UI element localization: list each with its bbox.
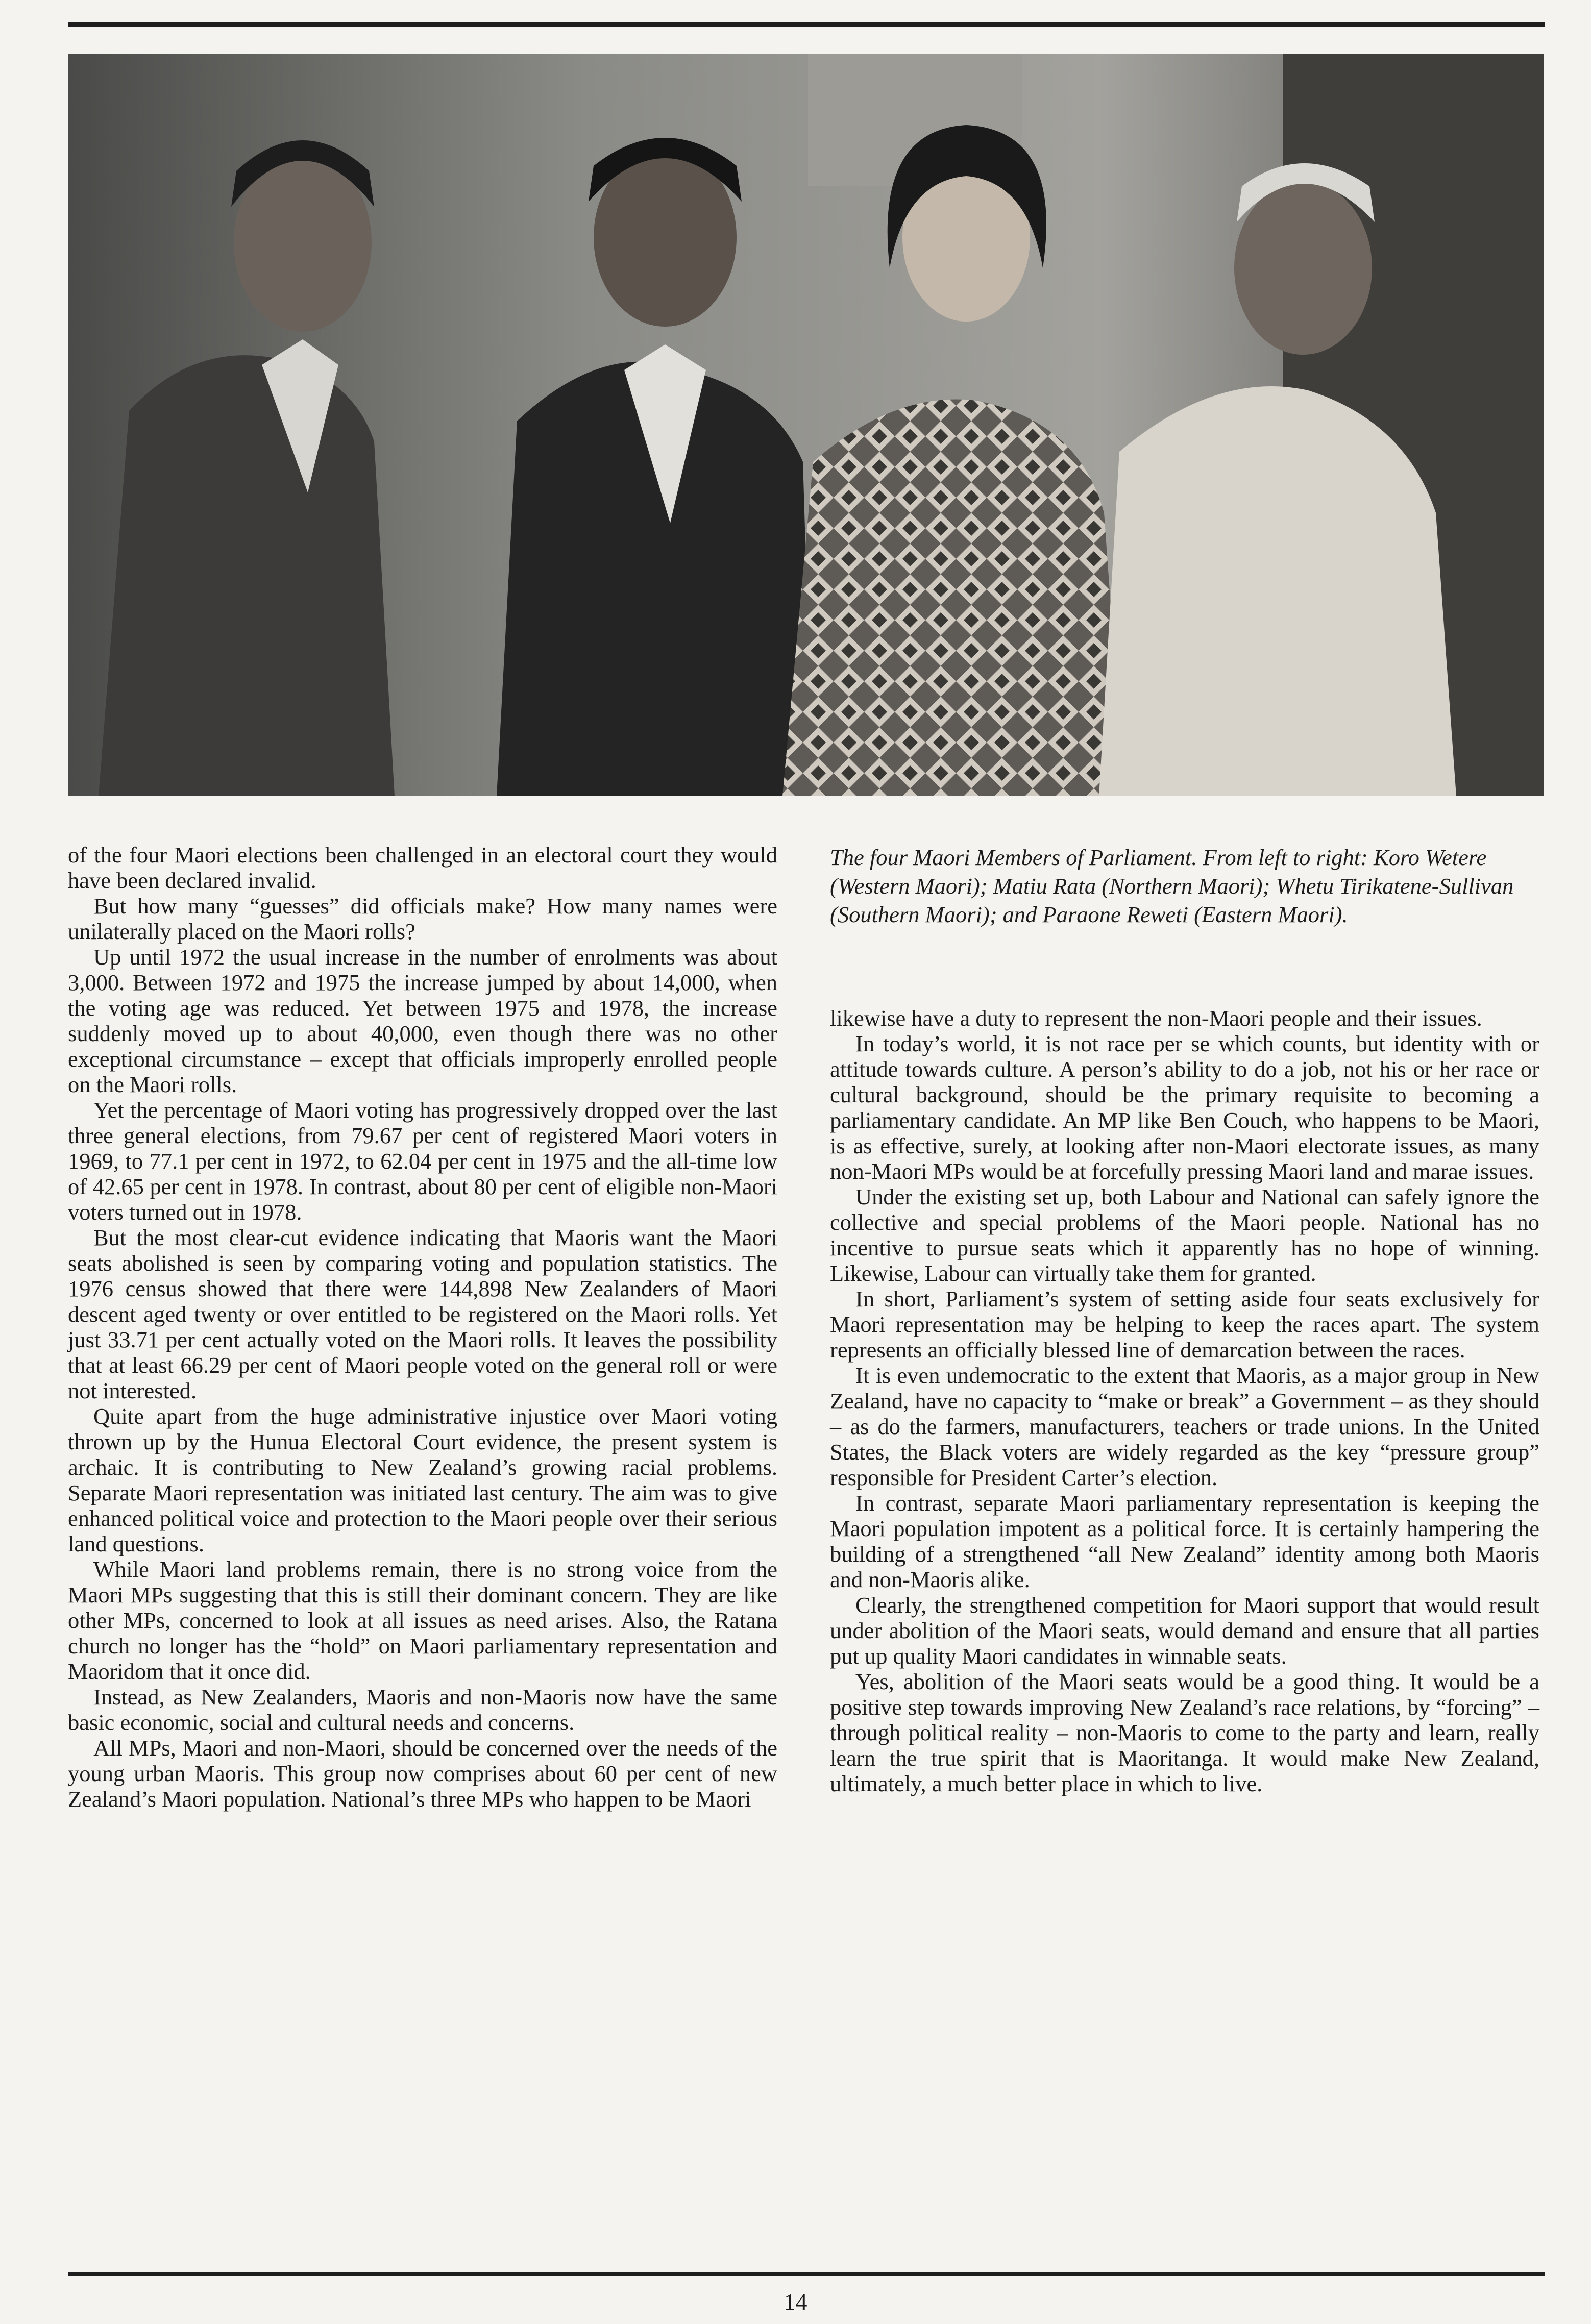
paragraph: Clearly, the strengthened competition for Maori support that would result under abolition of the Maori seats, would demand and ensure that all parties put up quality Maori candidates in winnable seats. bbox=[830, 1592, 1539, 1669]
paragraph: In short, Parliament’s system of setting aside four seats exclusively for Maori representation may be helping to keep the races apart. The system represents an officially blessed line of demarcation between the races. bbox=[830, 1286, 1539, 1363]
paragraph: All MPs, Maori and non-Maori, should be concerned over the needs of the young urban Maoris. This group now comprises about 60 per cent of new Zealand’s Maori population. National’s three MPs who happen to be Maori bbox=[68, 1735, 777, 1812]
paragraph: Under the existing set up, both Labour and National can safely ignore the collective and special problems of the Maori people. National has no incentive to pursue seats which it apparently has no hope of winning. Likewise, Labour can virtually take them for granted. bbox=[830, 1184, 1539, 1286]
paragraph: It is even undemocratic to the extent that Maoris, as a major group in New Zealand, have no capacity to “make or break” a Government – as they should – as do the farmers, manufacturers, teachers or trade unions. In the United States, the Black voters are widely regarded as the key “pressure group” responsible for President Carter’s election. bbox=[830, 1363, 1539, 1490]
paragraph: of the four Maori elections been challenged in an electoral court they would have been declared invalid. bbox=[68, 842, 777, 893]
page-number: 14 bbox=[784, 2289, 807, 2315]
paragraph: Yet the percentage of Maori voting has progressively dropped over the last three general elections, from 79.67 per cent of registered Maori voters in 1969, to 77.1 per cent in 1972, to 62.04 per cent in 1975 and the all-time low of 42.65 per cent in 1978. In contrast, about 80 per cent of eligible non-Maori voters turned out in 1978. bbox=[68, 1097, 777, 1225]
paragraph: Up until 1972 the usual increase in the number of enrolments was about 3,000. Between 1972 and 1975 the increase jumped by about 14,000, when the voting age was reduced. Yet between 1975 and 1978, the increase suddenly moved up to about 40,000, even though there was no other exceptional circumstance – except that officials improperly enrolled people on the Maori rolls. bbox=[68, 944, 777, 1097]
paragraph: While Maori land problems remain, there is no strong voice from the Maori MPs suggesting that this is still their dominant concern. They are like other MPs, concerned to look at all issues as need arises. Also, the Ratana church no longer has the “hold” on Maori parliamentary representation and Maoridom that it once did. bbox=[68, 1556, 777, 1684]
article-left-column bbox=[68, 842, 777, 1812]
paragraph: Quite apart from the huge administrative injustice over Maori voting thrown up by the Hunua Electoral Court evidence, the present system is archaic. It is contributing to New Zealand’s growing racial problems. Separate Maori representation was initiated last century. The aim was to give enhanced political voice and protection to the Maori people over their serious land questions. bbox=[68, 1403, 777, 1556]
paragraph: But how many “guesses” did officials make? How many names were unilaterally placed on the Maori rolls? bbox=[68, 893, 777, 944]
group-portrait-photo bbox=[68, 54, 1544, 796]
paragraph: In contrast, separate Maori parliamentary representation is keeping the Maori population impotent as a political force. It is certainly hampering the building of a strengthened “all New Zealand” identity among both Maoris and non-Maoris alike. bbox=[830, 1490, 1539, 1592]
paragraph: In today’s world, it is not race per se which counts, but identity with or attitude towards culture. A person’s ability to do a job, not his or her race or cultural background, should be the primary requisite to becoming a parliamentary candidate. An MP like Ben Couch, who happens to be Maori, is as effective, surely, at looking after non-Maori electorate issues, as many non-Maori MPs would be at forcefully pressing Maori land and marae issues. bbox=[830, 1031, 1539, 1184]
paragraph: Yes, abolition of the Maori seats would be a good thing. It would be a positive step towards improving New Zealand’s race relations, by “forcing” – through political reality – non-Maoris to come to the party and learn, really learn the true spirit that is Maoritanga. It would make New Zealand, ultimately, a much better place in which to live. bbox=[830, 1669, 1539, 1796]
bottom-rule bbox=[68, 2272, 1545, 2276]
photo-caption: The four Maori Members of Parliament. From left to right: Koro Wetere (Western Maori); Matiu Rata (Northern Maori); Whetu Tirikatene-Sullivan (Southern Maori); and Paraone Reweti (Eastern Maori). bbox=[830, 845, 1514, 927]
photo-illustration bbox=[68, 54, 1544, 796]
paragraph: likewise have a duty to represent the non-Maori people and their issues. bbox=[830, 1005, 1482, 1031]
paragraph: But the most clear-cut evidence indicating that Maoris want the Maori seats abolished is seen by comparing voting and population statistics. The 1976 census showed that there were 144,898 New Zealanders of Maori descent aged twenty or over entitled to be registered on the Maori rolls. Yet just 33.71 per cent actually voted on the Maori rolls. It leaves the possibility that at least 66.29 per cent of Maori people voted on the general roll or were not interested. bbox=[68, 1225, 777, 1403]
paragraph: Instead, as New Zealanders, Maoris and non-Maoris now have the same basic economic, social and cultural needs and concerns. bbox=[68, 1684, 777, 1735]
article-right-column bbox=[830, 1005, 1539, 1796]
top-rule bbox=[68, 22, 1545, 27]
